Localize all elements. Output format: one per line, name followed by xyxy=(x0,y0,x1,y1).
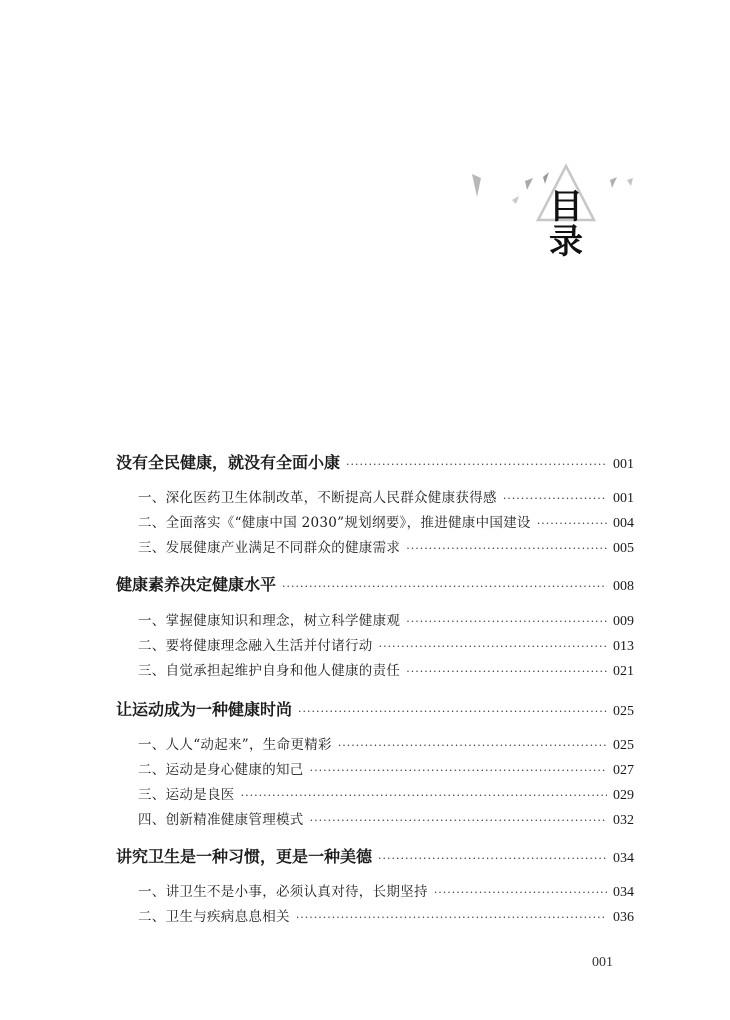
toc-page-number: 004 xyxy=(613,516,634,531)
toc-page-number: 001 xyxy=(613,491,634,506)
toc-entry-2-2[interactable] xyxy=(138,634,634,658)
dot-leader xyxy=(296,906,607,930)
toc-page-number: 034 xyxy=(613,885,634,900)
toc-page-number: 025 xyxy=(613,738,634,753)
toc-entry-2-3[interactable] xyxy=(138,659,634,683)
dot-leader xyxy=(310,759,607,783)
toc-entry-title: 四、创新精准健康管理模式 xyxy=(138,812,304,828)
contents-title-char-2: 录 xyxy=(549,222,583,262)
dot-leader xyxy=(434,881,607,905)
toc-section-title: 没有全民健康，就没有全面小康 xyxy=(116,453,341,472)
toc-page-number: 008 xyxy=(613,579,634,594)
toc-page-number: 027 xyxy=(613,763,634,778)
contents-title-char-1: 目 xyxy=(549,187,583,227)
dot-leader xyxy=(282,575,607,599)
footer-page-number: 001 xyxy=(592,955,613,970)
decor-shard-1 xyxy=(472,174,481,197)
toc-entry-1-2[interactable] xyxy=(138,511,634,535)
toc-page-number: 009 xyxy=(613,614,634,629)
toc-entry-3-2[interactable] xyxy=(138,758,634,782)
toc-section-title: 讲究卫生是一种习惯，更是一种美德 xyxy=(116,847,373,866)
toc-entry-3-1[interactable] xyxy=(138,733,634,757)
decor-shard-5 xyxy=(610,177,617,188)
toc-entry-2-1[interactable] xyxy=(138,609,634,633)
toc-entry-title: 三、运动是良医 xyxy=(138,787,235,803)
decor-shard-2 xyxy=(512,196,519,204)
dot-leader xyxy=(346,453,607,477)
toc-page-number: 001 xyxy=(613,457,634,472)
toc-page-number: 034 xyxy=(613,851,634,866)
toc-page-number: 036 xyxy=(613,910,634,925)
toc-section-title: 让运动成为一种健康时尚 xyxy=(116,700,293,719)
toc-page-number: 025 xyxy=(613,704,634,719)
dot-leader xyxy=(298,700,607,724)
decor-shard-4 xyxy=(543,172,549,184)
toc-entry-title: 二、全面落实《“健康中国 2030”规划纲要》，推进健康中国建设 xyxy=(138,515,531,531)
toc-entry-title: 一、人人“动起来”，生命更精彩 xyxy=(138,737,332,753)
dot-leader xyxy=(379,635,607,659)
toc-entry-title: 三、自觉承担起维护自身和他人健康的责任 xyxy=(138,663,401,679)
title-decoration xyxy=(0,0,730,300)
toc-entry-title: 二、卫生与疾病息息相关 xyxy=(138,909,290,925)
toc-page-number: 013 xyxy=(613,639,634,654)
decor-shard-6 xyxy=(627,178,633,186)
toc-section-3[interactable] xyxy=(116,698,634,722)
dot-leader xyxy=(310,809,607,833)
toc-entry-title: 三、发展健康产业满足不同群众的健康需求 xyxy=(138,540,401,556)
toc-section-title: 健康素养决定健康水平 xyxy=(116,575,277,594)
decor-shard-3 xyxy=(525,178,533,190)
dot-leader xyxy=(406,610,607,634)
toc-entry-title: 二、运动是身心健康的知己 xyxy=(138,762,304,778)
toc-page-number: 029 xyxy=(613,788,634,803)
toc-entry-title: 一、深化医药卫生体制改革，不断提高人民群众健康获得感 xyxy=(138,490,497,506)
toc-page-number: 021 xyxy=(613,664,634,679)
dot-leader xyxy=(241,784,607,808)
toc-entry-1-3[interactable] xyxy=(138,536,634,560)
toc-entry-title: 一、讲卫生不是小事，必须认真对待，长期坚持 xyxy=(138,884,428,900)
toc-entry-4-2[interactable] xyxy=(138,905,634,929)
dot-leader xyxy=(503,487,607,511)
toc-section-1[interactable] xyxy=(116,451,634,475)
toc-page-number: 005 xyxy=(613,541,634,556)
toc-entry-title: 二、要将健康理念融入生活并付诸行动 xyxy=(138,638,373,654)
toc-entry-1-1[interactable] xyxy=(138,486,634,510)
toc-page-number: 032 xyxy=(613,813,634,828)
dot-leader xyxy=(537,512,607,536)
toc-section-2[interactable] xyxy=(116,573,634,597)
toc-entry-title: 一、掌握健康知识和理念，树立科学健康观 xyxy=(138,613,401,629)
dot-leader xyxy=(338,734,607,758)
dot-leader xyxy=(378,847,607,871)
toc-entry-4-1[interactable] xyxy=(138,880,634,904)
toc-entry-3-3[interactable] xyxy=(138,783,634,807)
dot-leader xyxy=(406,660,607,684)
toc-entry-3-4[interactable] xyxy=(138,808,634,832)
dot-leader xyxy=(406,537,607,561)
toc-section-4[interactable] xyxy=(116,845,634,869)
